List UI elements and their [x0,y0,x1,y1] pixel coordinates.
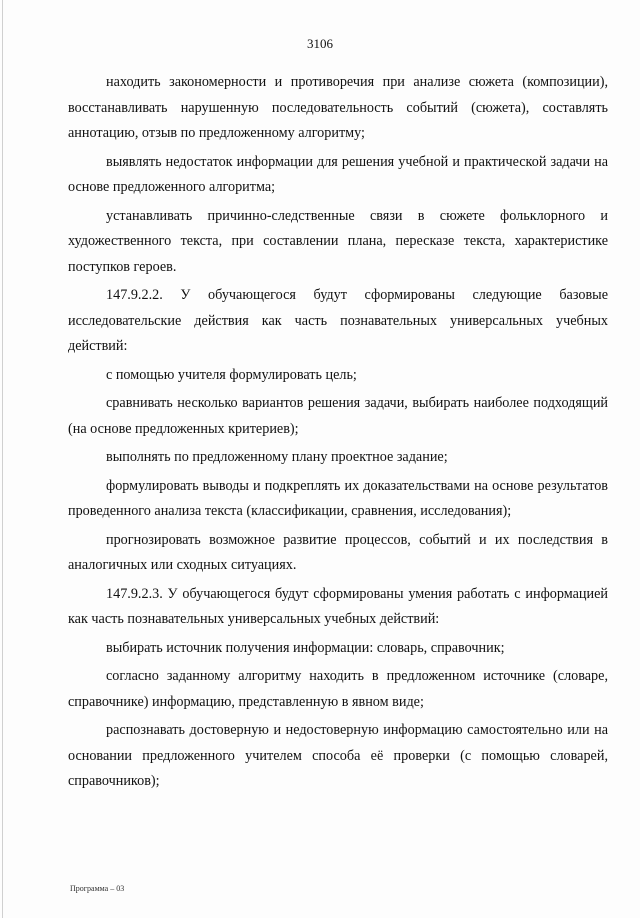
page-footer: Программа – 03 [70,884,125,893]
paragraph: находить закономерности и противоречия при анализе сюжета (композиции), восстанавливать нарушенную последовательность событий (сюжета), составлять аннотацию, отзыв по предложенному алгоритму; [68,74,608,141]
paragraph: выявлять недостаток информации для решения учебной и практической задачи на основе предложенного алгоритма; [68,153,608,195]
paragraph-section-147-9-2-2: 147.9.2.2. У обучающегося будут сформированы следующие базовые исследовательские действия как часть познавательных универсальных учебных действий: [68,287,608,354]
paragraph: с помощью учителя формулировать цель; [106,366,357,383]
paragraph: сравнивать несколько вариантов решения задачи, выбирать наиболее подходящий (на основе предложенных критериев); [68,395,608,437]
paragraph: согласно заданному алгоритму находить в предложенном источнике (словаре, справочнике) информацию, представленную в явном виде; [68,668,608,710]
paragraph: прогнозировать возможное развитие процессов, событий и их последствия в аналогичных или сходных ситуациях. [68,531,608,573]
paragraph: выполнять по предложенному плану проектное задание; [106,449,448,465]
paragraph: распознавать достоверную и недостоверную информацию самостоятельно или на основании предложенного учителем способа её проверки (с помощью словарей, справочников); [68,722,608,789]
page-edge [2,0,3,918]
document-body [68,70,608,798]
paragraph: устанавливать причинно-следственные связи в сюжете фольклорного и художественного текста, при составлении плана, пересказе текста, характеристике поступков героев. [68,207,608,275]
page-number: 3106 [307,36,333,51]
paragraph-section-147-9-2-3: 147.9.2.3. У обучающегося будут сформированы умения работать с информацией как часть познавательных универсальных учебных действий: [68,585,608,627]
paragraph: формулировать выводы и подкреплять их доказательствами на основе результатов проведенного анализа текста (классификации, сравнения, исследования); [68,477,608,519]
paragraph: выбирать источник получения информации: словарь, справочник; [106,639,505,656]
